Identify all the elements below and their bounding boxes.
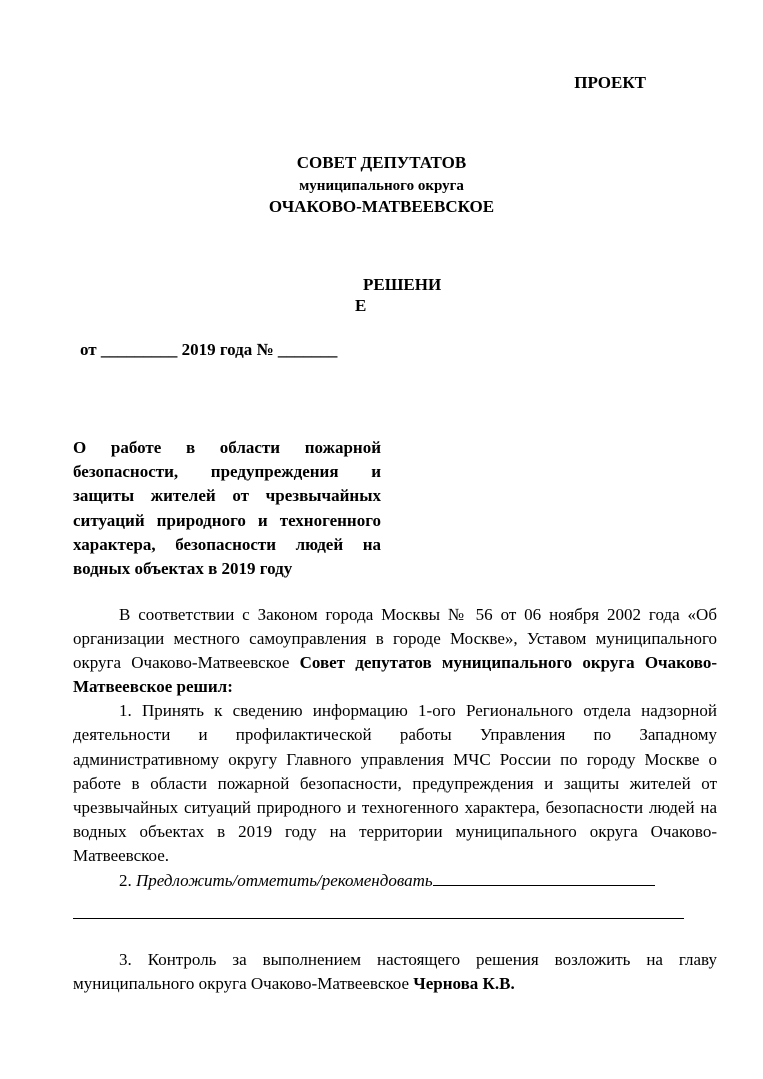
item-2-blank [433, 868, 655, 886]
preamble-resolution: Совет депутатов муниципального округа Очаково-Матвеевское решил: [73, 653, 718, 697]
blank-line [73, 918, 684, 919]
date-line: от _________ 2019 года № _______ [80, 340, 338, 359]
item-3-person: Чернова К.В. [413, 974, 515, 994]
item-2 [73, 868, 717, 893]
district-name: ОЧАКОВО-МАТВЕЕВСКОЕ [268, 197, 495, 216]
decision-subject: О работе в области пожарной безопасности, предупреждения и защиты жителей от чрезвычайных ситуаций природного и техногенного характера, безопасности людей на водных объектах в 2019 году [73, 438, 381, 579]
council-title: СОВЕТ ДЕПУТАТОВ [296, 153, 467, 172]
item-2-number: 2. [119, 871, 136, 891]
item-1: 1. Принять к сведению информацию 1-ого Регионального отдела надзорной деятельности и профилактической работы Управления по Западному административному округу Главного управления МЧС России по городу Москве о работе в области пожарной безопасности, предупреждения и защиты жителей от чрезвычайных ситуаций природного и техногенного характера, безопасности людей на водных объектах в 2019 году на территории муниципального округа Очаково-Матвеевское. [73, 701, 717, 865]
item-3-text: 3. Контроль за выполнением настоящего решения возложить на главу муниципального округа Очаково-Матвеевское [73, 950, 717, 994]
preamble-text: В соответствии с Законом города Москвы № 56 от 06 ноября 2002 года «Об организации местного самоуправления в городе Москве», Уставом муниципального округа Очаково-Матвеевское [73, 605, 717, 673]
decision-heading-tail: Е [355, 296, 367, 315]
preamble-paragraph [73, 603, 717, 699]
item-3 [73, 948, 717, 996]
municipality-line: муниципального округа [299, 178, 464, 194]
document-body [73, 603, 717, 893]
item-3-block [73, 948, 717, 996]
draft-stamp: ПРОЕКТ [574, 73, 646, 92]
item-2-options: Предложить/отметить/рекомендовать [136, 871, 433, 891]
decision-heading: РЕШЕНИ [363, 275, 442, 294]
